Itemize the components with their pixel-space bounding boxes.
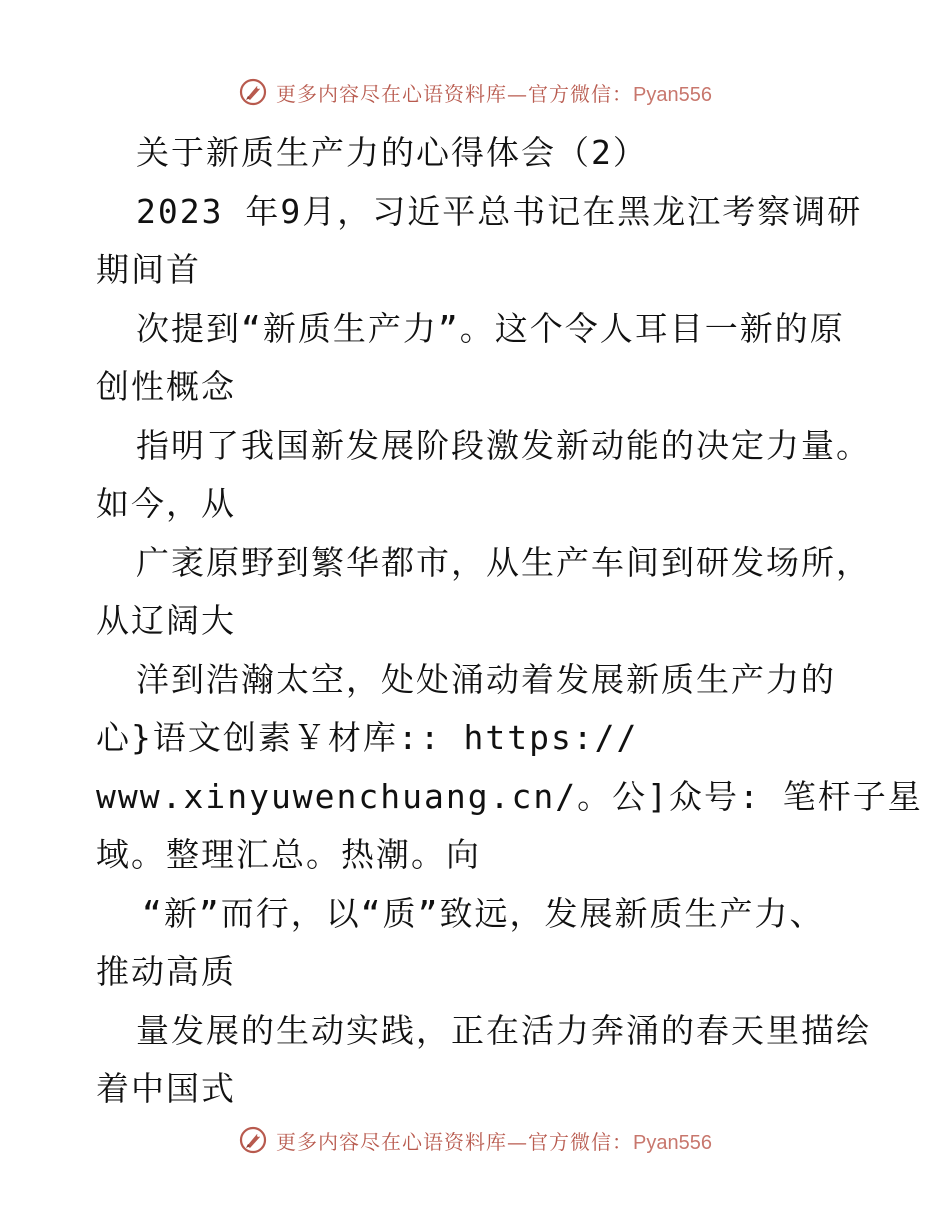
document-title: 关于新质生产力的心得体会（2） (136, 133, 648, 172)
text-line: 推动高质 (96, 952, 236, 991)
text-line: 2023 年9月，习近平总书记在黑龙江考察调研 (136, 191, 863, 231)
watermark-wechat: Pyan556 (633, 1131, 712, 1154)
text-line: 洋到浩瀚太空，处处涌动着发展新质生产力的 (136, 659, 836, 699)
text-line: 着中国式 (96, 1069, 236, 1108)
text-line: 如今，从 (96, 484, 236, 523)
text-line: 期间首 (96, 250, 201, 289)
text-line: 量发展的生动实践，正在活力奔涌的春天里描绘 (136, 1010, 871, 1050)
pen-nib-logo-icon (238, 1125, 268, 1155)
text-line: “新”而行，以“质”致远，发展新质生产力、 (142, 893, 825, 933)
text-line: 广袤原野到繁华都市，从生产车间到研发场所， (136, 542, 871, 582)
watermark-site: 更多内容尽在心语资料库—官方微信： (276, 81, 634, 106)
watermark-text (276, 78, 712, 107)
text-line: www.xinyuwenchuang.cn/。公]众号: 笔杆子星 (96, 776, 923, 816)
footer-watermark (0, 1120, 950, 1160)
document-body (96, 124, 923, 1119)
pen-nib-logo-icon (238, 77, 268, 107)
watermark-site: 更多内容尽在心语资料库—官方微信： (276, 1129, 634, 1154)
watermark-wechat: Pyan556 (633, 83, 712, 106)
header-watermark (0, 72, 950, 112)
watermark-text (276, 1126, 712, 1155)
text-line: 创性概念 (96, 367, 236, 406)
text-line: 域。整理汇总。热潮。向 (96, 835, 481, 874)
text-line: 指明了我国新发展阶段激发新动能的决定力量。 (136, 425, 871, 465)
text-line: 次提到“新质生产力”。这个令人耳目一新的原 (136, 308, 845, 348)
text-line: 心}语文创素￥材库:: https:// (96, 718, 639, 757)
text-line: 从辽阔大 (96, 601, 236, 640)
